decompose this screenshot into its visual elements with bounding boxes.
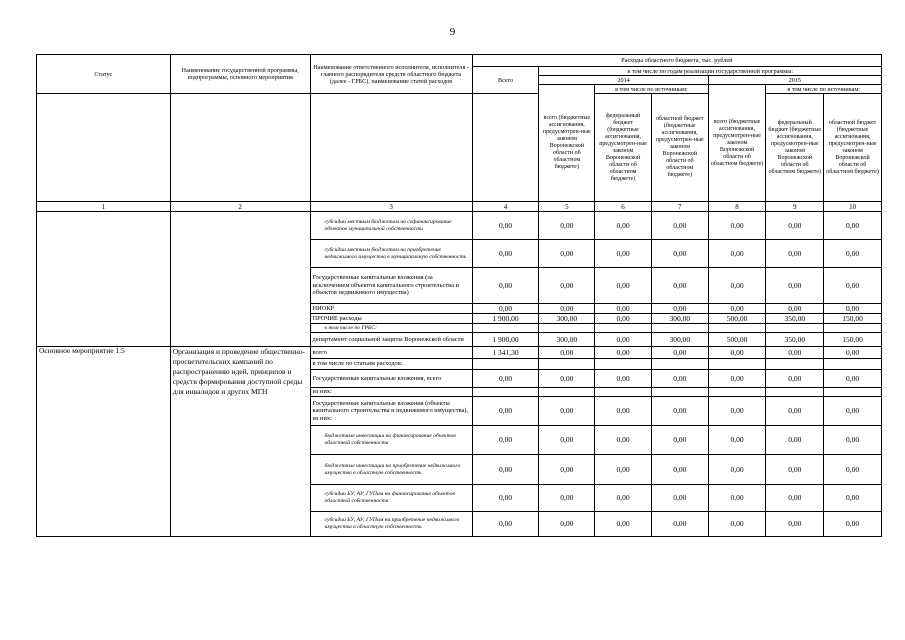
amount-cell: 0,00 bbox=[595, 455, 652, 485]
header-executor: Наименование ответственного исполнителя, исполнителя - главного распорядителя средств областного бюджета (далее - ГРБС), наименование статей расходов bbox=[310, 55, 472, 94]
header-total: Всего bbox=[472, 67, 539, 94]
amount-cell: 0,00 bbox=[472, 212, 539, 240]
measure-status: Основное мероприятие 1.5 bbox=[37, 347, 171, 537]
amount-cell: 300,00 bbox=[651, 333, 708, 347]
amount-cell: 1 341,30 bbox=[472, 347, 539, 359]
amount-cell: 0,00 bbox=[824, 485, 882, 512]
amount-cell: 0,00 bbox=[824, 397, 882, 426]
amount-cell: 0,00 bbox=[651, 512, 708, 537]
amount-cell: 0,00 bbox=[651, 268, 708, 304]
amount-cell: 0,00 bbox=[539, 397, 595, 426]
amount-cell: 0,00 bbox=[651, 212, 708, 240]
table-row bbox=[37, 347, 882, 359]
amount-cell: 350,00 bbox=[766, 314, 824, 324]
amount-cell: 0,00 bbox=[595, 268, 652, 304]
amount-cell: 0,00 bbox=[595, 512, 652, 537]
header-program-name: Наименование государственной программы, подпрограммы, основного мероприятия bbox=[170, 55, 310, 94]
amount-cell: 0,00 bbox=[651, 397, 708, 426]
amount-cell bbox=[708, 388, 766, 397]
amount-cell bbox=[539, 359, 595, 370]
expense-item-label: Государственные капитальные вложения, всего bbox=[310, 370, 472, 388]
amount-cell: 0,00 bbox=[595, 370, 652, 388]
header-status: Статус bbox=[37, 55, 171, 94]
amount-cell: 0,00 bbox=[472, 397, 539, 426]
amount-cell: 0,00 bbox=[651, 304, 708, 314]
column-number: 7 bbox=[651, 202, 708, 212]
amount-cell bbox=[595, 388, 652, 397]
expense-item-label: НИОКР bbox=[310, 304, 472, 314]
expense-item-label: субсидии местным бюджетам на приобретение недвижимого имущества в муниципальную собственность bbox=[310, 240, 472, 268]
amount-cell: 0,00 bbox=[651, 370, 708, 388]
amount-cell bbox=[651, 359, 708, 370]
amount-cell: 0,00 bbox=[595, 426, 652, 455]
amount-cell: 0,00 bbox=[824, 268, 882, 304]
header-all-2015: всего (бюджетные ассигнования, предусмотрен-ные законом Воронежской области об областном бюджете) bbox=[708, 85, 766, 202]
header-sources-2015: в том числе по источникам: bbox=[766, 85, 882, 94]
expense-item-label: бюджетные инвестиции на финансирование объектов областной собственности bbox=[310, 426, 472, 455]
amount-cell: 0,00 bbox=[708, 240, 766, 268]
table-body bbox=[37, 212, 882, 537]
amount-cell: 0,00 bbox=[708, 426, 766, 455]
amount-cell: 0,00 bbox=[472, 485, 539, 512]
column-number: 6 bbox=[595, 202, 652, 212]
column-number-row bbox=[37, 202, 882, 212]
header-year-2014: 2014 bbox=[539, 76, 708, 85]
expense-item-label: субсидии БУ, АУ, ГУПам на приобретение недвижимого имущества в областную собственность bbox=[310, 512, 472, 537]
amount-cell: 0,00 bbox=[651, 347, 708, 359]
amount-cell: 0,00 bbox=[824, 240, 882, 268]
amount-cell: 500,00 bbox=[708, 333, 766, 347]
amount-cell: 300,00 bbox=[539, 333, 595, 347]
amount-cell: 0,00 bbox=[766, 512, 824, 537]
column-number: 9 bbox=[766, 202, 824, 212]
amount-cell: 0,00 bbox=[708, 455, 766, 485]
amount-cell bbox=[708, 359, 766, 370]
amount-cell: 0,00 bbox=[539, 426, 595, 455]
amount-cell: 0,00 bbox=[595, 304, 652, 314]
expense-item-label: ПРОЧИЕ расходы bbox=[310, 314, 472, 324]
measure-name: Организация и проведение общественно-просветительских кампаний по распространению идей, принципов и средств формирования доступной среды для инвалидов и других МГН bbox=[170, 347, 310, 537]
amount-cell: 0,00 bbox=[539, 485, 595, 512]
amount-cell: 0,00 bbox=[595, 485, 652, 512]
expense-item-label: из них: bbox=[310, 388, 472, 397]
amount-cell bbox=[539, 388, 595, 397]
amount-cell bbox=[766, 359, 824, 370]
column-number: 10 bbox=[824, 202, 882, 212]
amount-cell bbox=[472, 324, 539, 333]
amount-cell: 0,00 bbox=[708, 485, 766, 512]
amount-cell: 0,00 bbox=[539, 370, 595, 388]
program-cell-empty bbox=[170, 212, 310, 347]
amount-cell: 0,00 bbox=[539, 455, 595, 485]
amount-cell: 0,00 bbox=[766, 397, 824, 426]
header-year-2015: 2015 bbox=[708, 76, 881, 85]
header-federal-2015: федеральный бюджет (бюджетные ассигнования, предусмотрен-ные законом Воронежской области об областном бюджете) bbox=[766, 94, 824, 202]
expense-item-label: департамент социальной защиты Воронежской области bbox=[310, 333, 472, 347]
amount-cell: 0,00 bbox=[651, 426, 708, 455]
amount-cell: 0,00 bbox=[824, 426, 882, 455]
amount-cell: 0,00 bbox=[595, 347, 652, 359]
amount-cell: 0,00 bbox=[766, 304, 824, 314]
amount-cell: 0,00 bbox=[651, 455, 708, 485]
amount-cell: 0,00 bbox=[595, 212, 652, 240]
amount-cell: 0,00 bbox=[539, 347, 595, 359]
expense-item-label: бюджетные инвестиции на приобретение недвижимого имущества в областную собственность bbox=[310, 455, 472, 485]
amount-cell bbox=[472, 388, 539, 397]
expense-item-label: всего bbox=[310, 347, 472, 359]
table-row bbox=[37, 212, 882, 240]
amount-cell: 0,00 bbox=[472, 426, 539, 455]
expense-item-label: Государственные капитальные вложения (объекты капитального строительства и недвижимого имущества), из них: bbox=[310, 397, 472, 426]
amount-cell: 0,00 bbox=[708, 347, 766, 359]
amount-cell: 0,00 bbox=[595, 314, 652, 324]
amount-cell: 0,00 bbox=[708, 268, 766, 304]
amount-cell: 0,00 bbox=[708, 370, 766, 388]
amount-cell: 0,00 bbox=[766, 426, 824, 455]
amount-cell: 0,00 bbox=[708, 304, 766, 314]
amount-cell: 0,00 bbox=[539, 304, 595, 314]
amount-cell: 0,00 bbox=[539, 240, 595, 268]
amount-cell bbox=[595, 359, 652, 370]
amount-cell bbox=[708, 324, 766, 333]
amount-cell bbox=[824, 324, 882, 333]
header-sources-2014: в том числе по источникам: bbox=[595, 85, 708, 94]
status-cell-empty bbox=[37, 212, 171, 347]
amount-cell bbox=[472, 359, 539, 370]
amount-cell: 500,00 bbox=[708, 314, 766, 324]
expense-item-label: Государственные капитальные вложения (за исключением объектов капитального строительства и объектов недвижимого имущества) bbox=[310, 268, 472, 304]
amount-cell: 350,00 bbox=[766, 333, 824, 347]
amount-cell: 0,00 bbox=[651, 240, 708, 268]
amount-cell bbox=[766, 388, 824, 397]
column-number: 4 bbox=[472, 202, 539, 212]
header-regional-2014: областной бюджет (бюджетные ассигнования, предусмотрен-ные законом Воронежской области об областном бюджете) bbox=[651, 94, 708, 202]
amount-cell bbox=[824, 359, 882, 370]
page-number: 9 bbox=[449, 26, 456, 38]
column-number: 2 bbox=[170, 202, 310, 212]
amount-cell bbox=[595, 324, 652, 333]
amount-cell: 0,00 bbox=[472, 268, 539, 304]
amount-cell: 0,00 bbox=[766, 240, 824, 268]
amount-cell: 0,00 bbox=[472, 304, 539, 314]
amount-cell: 0,00 bbox=[595, 240, 652, 268]
expense-item-label: в том числе по ГРБС: bbox=[310, 324, 472, 333]
amount-cell: 0,00 bbox=[472, 455, 539, 485]
amount-cell: 0,00 bbox=[766, 485, 824, 512]
amount-cell: 150,00 bbox=[824, 314, 882, 324]
amount-cell: 0,00 bbox=[824, 212, 882, 240]
header-budget-title: Расходы областного бюджета, тыс. рублей bbox=[472, 55, 881, 67]
expense-item-label: субсидии БУ, АУ, ГУПам на финансирование объектов областной собственности bbox=[310, 485, 472, 512]
amount-cell: 0,00 bbox=[708, 212, 766, 240]
amount-cell bbox=[651, 388, 708, 397]
header-regional-2015: областной бюджет (бюджетные ассигнования, предусмотрен-ные законом Воронежской области об областном бюджете) bbox=[824, 94, 882, 202]
amount-cell: 0,00 bbox=[472, 512, 539, 537]
amount-cell: 0,00 bbox=[824, 455, 882, 485]
column-number: 5 bbox=[539, 202, 595, 212]
amount-cell: 150,00 bbox=[824, 333, 882, 347]
amount-cell: 0,00 bbox=[766, 268, 824, 304]
amount-cell: 300,00 bbox=[651, 314, 708, 324]
expense-item-label: в том числе по статьям расходов: bbox=[310, 359, 472, 370]
expense-item-label: субсидии местным бюджетам на софинансирование объектов муниципальной собственности bbox=[310, 212, 472, 240]
amount-cell bbox=[651, 324, 708, 333]
column-number: 1 bbox=[37, 202, 171, 212]
amount-cell: 0,00 bbox=[824, 512, 882, 537]
amount-cell: 0,00 bbox=[766, 212, 824, 240]
amount-cell: 0,00 bbox=[708, 512, 766, 537]
column-number: 3 bbox=[310, 202, 472, 212]
budget-table bbox=[36, 54, 882, 537]
amount-cell bbox=[766, 324, 824, 333]
amount-cell: 0,00 bbox=[708, 397, 766, 426]
amount-cell bbox=[824, 388, 882, 397]
header-federal-2014: федеральный бюджет (бюджетные ассигнования, предусмотрен-ные законом Воронежской области об областном бюджете) bbox=[595, 94, 652, 202]
amount-cell: 1 900,00 bbox=[472, 333, 539, 347]
amount-cell: 0,00 bbox=[472, 240, 539, 268]
amount-cell: 0,00 bbox=[766, 455, 824, 485]
amount-cell: 0,00 bbox=[539, 512, 595, 537]
amount-cell: 0,00 bbox=[766, 370, 824, 388]
amount-cell: 0,00 bbox=[824, 370, 882, 388]
column-number: 8 bbox=[708, 202, 766, 212]
amount-cell: 300,00 bbox=[539, 314, 595, 324]
amount-cell: 1 900,00 bbox=[472, 314, 539, 324]
amount-cell: 0,00 bbox=[766, 347, 824, 359]
amount-cell: 0,00 bbox=[539, 212, 595, 240]
header-by-years: в том числе по годам реализации государственной программы: bbox=[539, 67, 882, 76]
amount-cell: 0,00 bbox=[824, 347, 882, 359]
amount-cell bbox=[539, 324, 595, 333]
amount-cell: 0,00 bbox=[539, 268, 595, 304]
header-all-2014: всего (бюджетные ассигнования, предусмотрен-ные законом Воронежской области об областном бюджете) bbox=[539, 85, 595, 202]
amount-cell: 0,00 bbox=[595, 333, 652, 347]
amount-cell: 0,00 bbox=[824, 304, 882, 314]
amount-cell: 0,00 bbox=[472, 370, 539, 388]
amount-cell: 0,00 bbox=[595, 397, 652, 426]
amount-cell: 0,00 bbox=[651, 485, 708, 512]
